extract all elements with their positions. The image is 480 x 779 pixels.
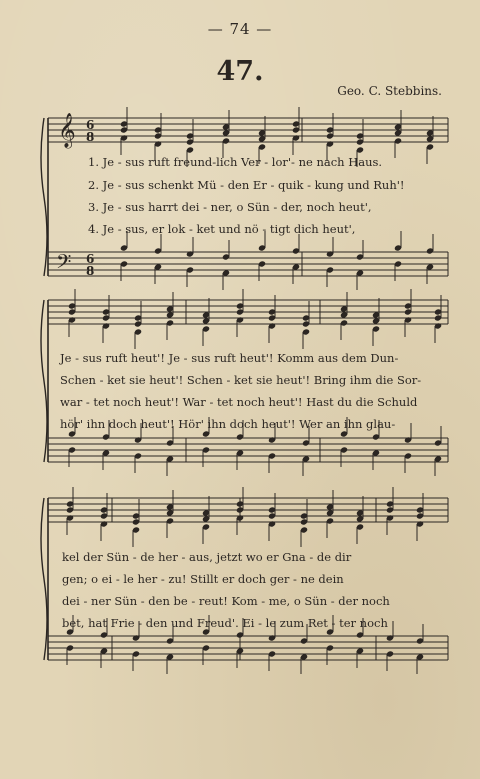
lyric-line: gen; o ei - le her - zu! Stillt er doch ger - ne dein bbox=[62, 572, 344, 586]
system-bracket bbox=[41, 300, 47, 462]
time-signature-top: 6 bbox=[86, 252, 95, 266]
treble-clef: 𝄞 bbox=[58, 113, 76, 148]
page-number: — 74 — bbox=[207, 20, 273, 38]
time-signature-bottom: 8 bbox=[86, 264, 95, 278]
lyric-line: Schen - ket sie heut'! Schen - ket sie heut'! Bring ihm die Sor- bbox=[60, 373, 422, 387]
bass-clef: 𝄢 bbox=[56, 250, 72, 278]
lyric-line: war - tet noch heut'! War - tet noch heut'! Hast du die Schuld bbox=[60, 395, 418, 409]
lyric-line: Je - sus ruft heut'! Je - sus ruft heut'! Komm aus dem Dun- bbox=[60, 351, 399, 365]
lyric-line: 2. Je - sus schenkt Mü - den Er - quik - kung und Ruh'! bbox=[88, 178, 405, 192]
lyric-line: bet, hat Frie - den und Freud'. Ei - le zum Ret - ter noch bbox=[62, 616, 388, 630]
system-bracket bbox=[41, 498, 47, 660]
lyric-line: dei - ner Sün - den be - reut! Kom - me, o Sün - der noch bbox=[62, 594, 390, 608]
composer-credit: Geo. C. Stebbins. bbox=[337, 84, 442, 98]
hymn-number: 47. bbox=[216, 56, 264, 87]
time-signature-top: 6 bbox=[86, 118, 95, 132]
lyric-line: hör' ihn doch heut'! Hör' ihn doch heut'! Wer an ihn glau- bbox=[60, 417, 396, 431]
lyric-line: 3. Je - sus harrt dei - ner, o Sün - der, noch heut', bbox=[88, 200, 372, 214]
lyric-line: 4. Je - sus, er lok - ket und nö - tigt dich heut', bbox=[88, 222, 356, 236]
time-signature-bottom: 8 bbox=[86, 130, 95, 144]
lyric-line: kel der Sün - de her - aus, jetzt wo er Gna - de dir bbox=[62, 550, 352, 564]
system-bracket bbox=[41, 118, 47, 276]
lyric-line: 1. Je - sus ruft freund-lich Ver - lor'- ne nach Haus. bbox=[88, 155, 383, 169]
